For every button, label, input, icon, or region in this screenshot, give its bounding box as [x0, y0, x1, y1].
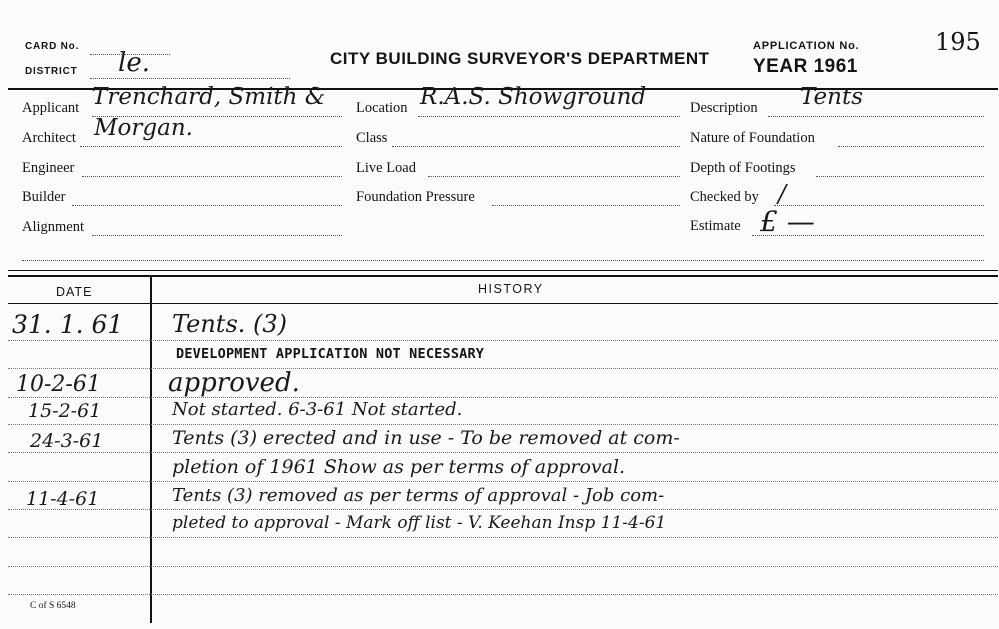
description-label: Description: [690, 100, 758, 116]
architect-value: Morgan.: [94, 115, 193, 141]
history-line: [8, 566, 998, 567]
nature-of-foundation-label: Nature of Foundation: [690, 130, 815, 146]
history-line: [8, 452, 998, 453]
applicant-label: Applicant: [22, 100, 80, 116]
section-rule-2: [8, 275, 998, 277]
form-number: C of S 6548: [30, 601, 76, 611]
history-entry: Tents. (3): [172, 310, 288, 338]
depth-of-footings-label: Depth of Footings: [690, 160, 796, 176]
application-no-value: 195: [935, 28, 981, 56]
architect-line: [80, 146, 342, 147]
district-value: le.: [118, 48, 150, 78]
builder-line: [72, 205, 342, 206]
application-no-label: APPLICATION No.: [753, 40, 860, 52]
history-line: [8, 397, 998, 398]
history-entry: Tents (3) removed as per terms of approval - Job com-: [172, 485, 665, 506]
history-line: [8, 424, 998, 425]
year-label: YEAR 1961: [753, 56, 858, 77]
location-label: Location: [356, 100, 408, 116]
history-line: [8, 481, 998, 482]
date-column-header: DATE: [56, 285, 93, 299]
history-line: [8, 509, 998, 510]
development-stamp: DEVELOPMENT APPLICATION NOT NECESSARY: [176, 346, 485, 362]
alignment-label: Alignment: [22, 219, 85, 235]
architect-label: Architect: [22, 130, 76, 146]
estimate-label: Estimate: [690, 218, 741, 234]
history-entry: Not started. 6-3-61 Not started.: [172, 399, 463, 420]
location-value: R.A.S. Showground: [420, 84, 647, 110]
builder-label: Builder: [22, 189, 66, 205]
history-date: 11-4-61: [26, 488, 100, 510]
history-line: [8, 340, 998, 341]
header-bottom-rule: [8, 303, 998, 304]
blank-line: [22, 260, 984, 261]
estimate-value: £ —: [760, 205, 815, 238]
engineer-line: [82, 176, 342, 177]
description-value: Tents: [800, 84, 864, 110]
history-date: 31. 1. 61: [12, 310, 124, 339]
history-entry: approved.: [168, 368, 300, 398]
card-no-label: CARD No.: [25, 41, 80, 52]
engineer-label: Engineer: [22, 160, 75, 176]
district-label: DISTRICT: [25, 66, 78, 77]
history-entry: Tents (3) erected and in use - To be removed at com-: [172, 427, 680, 449]
history-line: [8, 594, 998, 595]
description-line: [768, 116, 984, 117]
checked-by-value: /: [778, 180, 787, 208]
alignment-line: [92, 235, 342, 236]
section-rule-1: [8, 270, 998, 271]
location-line: [418, 116, 680, 117]
foundation-pressure-label: Foundation Pressure: [356, 189, 475, 205]
history-entry-continued: pletion of 1961 Show as per terms of approval.: [172, 456, 626, 478]
history-line: [8, 537, 998, 538]
class-label: Class: [356, 130, 388, 146]
nature-of-foundation-line: [838, 146, 984, 147]
history-column-header: HISTORY: [478, 282, 544, 296]
history-line: [8, 368, 998, 369]
department-title: CITY BUILDING SURVEYOR'S DEPARTMENT: [330, 49, 710, 68]
class-line: [392, 146, 680, 147]
depth-of-footings-line: [816, 176, 984, 177]
live-load-label: Live Load: [356, 160, 416, 176]
live-load-line: [428, 176, 680, 177]
checked-by-label: Checked by: [690, 189, 759, 205]
column-divider: [150, 277, 152, 623]
history-date: 15-2-61: [28, 400, 102, 422]
history-date: 24-3-61: [30, 430, 104, 452]
foundation-pressure-line: [492, 205, 680, 206]
history-entry-continued: pleted to approval - Mark off list - V. Keehan Insp 11-4-61: [172, 513, 667, 533]
applicant-value: Trenchard, Smith &: [92, 84, 326, 110]
history-date: 10-2-61: [16, 372, 101, 397]
district-line: [90, 78, 290, 79]
